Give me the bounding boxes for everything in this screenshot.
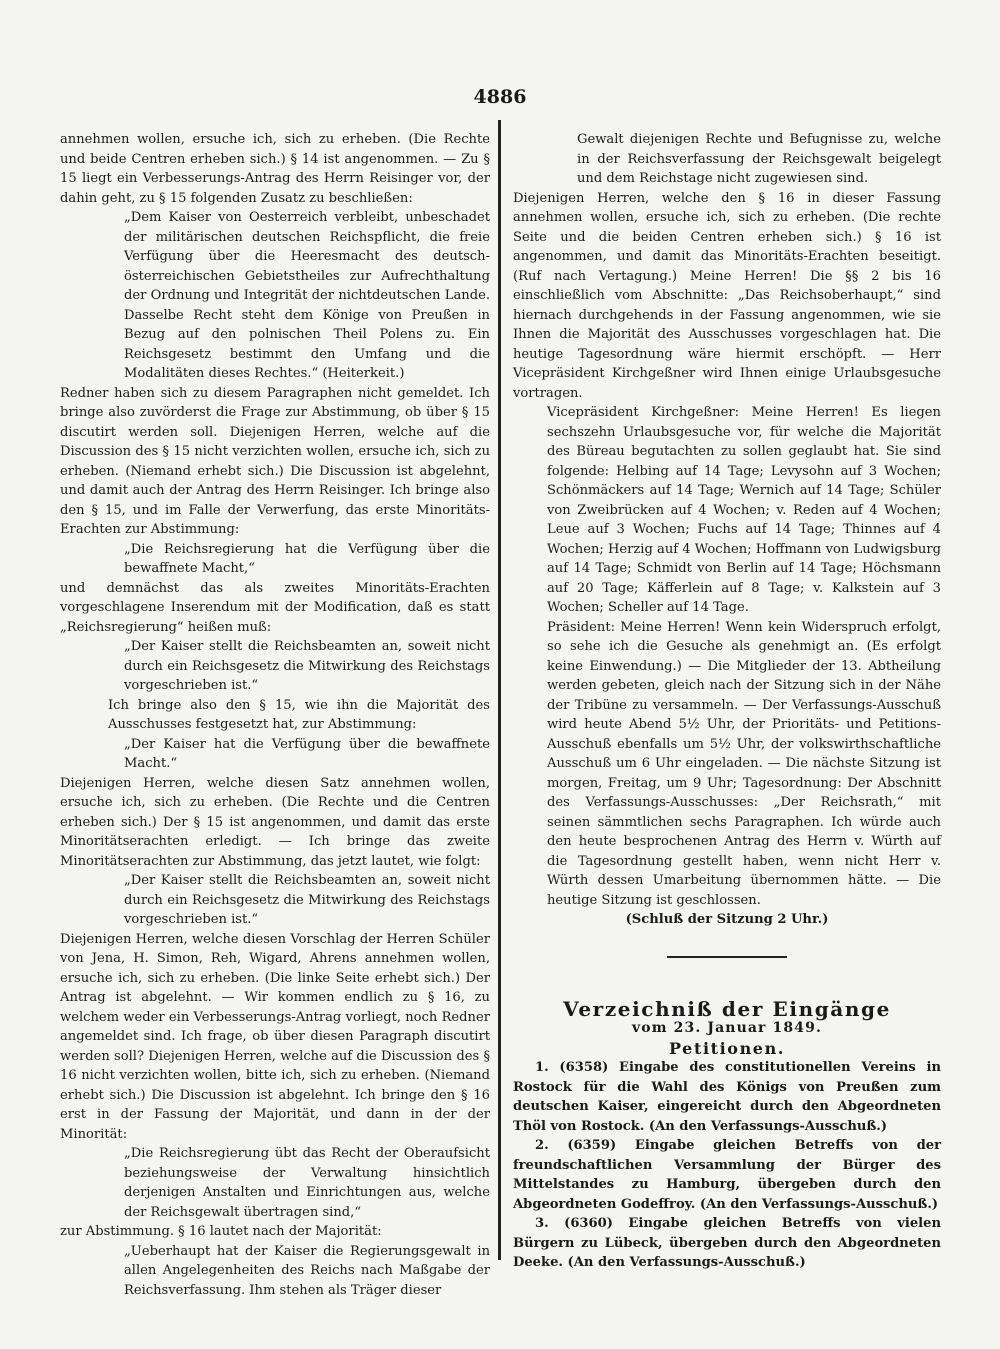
paragraph: und demnächst das als zweites Minoritäts-Erachten vorgeschlagene Inserendum mit der Modification, daß es statt „Reichsregierung“ heißen muß:	[60, 580, 490, 635]
register-title: Verzeichniß der Eingänge	[563, 996, 891, 1021]
petition-entry: 1. (6358) Eingabe des constitutionellen Vereins in Rostock für die Wahl des Königs von Preußen zum deutschen Kaiser, eingereicht durch den Abgeordneten Thöl von Rostock. (An den Verfassungs-Ausschuß.)	[513, 1060, 941, 1134]
quoted-text: „Der Kaiser stellt die Reichsbeamten an, soweit nicht durch ein Reichsgesetz die Mitwirkung des Reichstags vorgeschrieben ist.“	[124, 639, 490, 693]
quoted-text: „Der Kaiser stellt die Reichsbeamten an, soweit nicht durch ein Reichsgesetz die Mitwirkung des Reichstags vorgeschrieben ist.“	[124, 873, 490, 927]
page-number: 4886	[473, 86, 527, 108]
petitions-heading: Petitionen.	[668, 1038, 785, 1058]
paragraph: annehmen wollen, ersuche ich, sich zu erheben. (Die Rechte und beide Centren erheben sich.) § 14 ist angenommen. — Zu § 15 liegt ein Verbesserungs-Antrag des Herrn Reisinger vor, der dahin geht, zu § 15 folgenden Zusatz zu beschließen:	[60, 132, 490, 206]
paragraph: Redner haben sich zu diesem Paragraphen nicht gemeldet. Ich bringe also zuvörderst die Frage zur Abstimmung, ob über § 15 discutirt werden soll. Diejenigen Herren, welche auf die Discussion des § 15 nicht verzichten wollen, ersuche ich, sich zu erheben. (Niemand erhebt sich.) Die Discussion ist abgelehnt, und damit auch der Antrag des Herrn Reisinger. Ich bringe also den § 15, und im Falle der Verwerfung, das erste Minoritäts-Erachten zur Abstimmung:	[60, 385, 490, 537]
session-closing: (Schluß der Sitzung 2 Uhr.)	[625, 912, 829, 927]
quoted-text: Gewalt diejenigen Rechte und Befugnisse zu, welche in der Reichsverfassung der Reichsgewalt beigelegt und dem Reichstage nicht zugewiesen sind.	[577, 132, 941, 186]
quoted-amendment: „Dem Kaiser von Oesterreich verbleibt, unbeschadet der militärischen deutschen Reichspflicht, die freie Verfügung über die Heeresmacht des deutsch-österreichischen Gebietstheiles zur Aufrechthaltung der Ordnung und Integrität der nichtdeutschen Lande. Dasselbe Recht steht dem Könige von Preußen in Bezug auf den polnischen Theil Polens zu. Ein Reichsgesetz bestimmt den Umfang und die Modalitäten dieses Rechtes.“ (Heiterkeit.)	[124, 210, 490, 381]
right-column	[513, 130, 941, 1273]
quoted-text: „Die Reichsregierung hat die Verfügung über die bewaffnete Macht,“	[124, 541, 490, 576]
register-date: vom 23. Januar 1849.	[631, 1020, 822, 1036]
quoted-text: „Der Kaiser hat die Verfügung über die bewaffnete Macht.“	[124, 736, 490, 771]
section-divider	[667, 956, 787, 958]
petition-entry: 3. (6360) Eingabe gleichen Betreffs von vielen Bürgern zu Lübeck, übergeben durch den Abgeordneten Deeke. (An den Verfassungs-Ausschuß.)	[513, 1216, 941, 1270]
paragraph: Diejenigen Herren, welche diesen Vorschlag der Herren Schüler von Jena, H. Simon, Reh, Wigard, Ahrens annehmen wollen, ersuche ich, sich zu erheben. (Die linke Seite erhebt sich.) Der Antrag ist abgelehnt. — Wir kommen endlich zu § 16, zu welchem weder ein Verbesserungs-Antrag vorliegt, noch Redner angemeldet sind. Ich frage, ob über diesen Paragraph discutirt werden soll? Diejenigen Herren, welche auf die Discussion des § 16 nicht verzichten wollen, bitte ich, sich zu erheben. (Niemand erhebt sich.) Die Discussion ist abgelehnt. Ich bringe den § 16 erst in der Fassung der Majorität, und dann in der der Minorität:	[60, 931, 490, 1142]
column-divider	[498, 120, 501, 1260]
quoted-text: „Die Reichsregierung übt das Recht der Oberaufsicht beziehungsweise der Verwaltung hinsichtlich derjenigen Anstalten und Einrichtungen aus, welche der Reichsgewalt übertragen sind,“	[124, 1146, 490, 1220]
left-column	[60, 130, 490, 1300]
speaker-paragraph: Vicepräsident Kirchgeßner: Meine Herren! Es liegen sechszehn Urlaubsgesuche vor, für welche die Majorität des Büreau begutachten zu sollen geglaubt hat. Sie sind folgende: Helbing auf 14 Tage; Levysohn auf 3 Wochen; Schönmäckers auf 14 Tage; Wernich auf 14 Tage; Schüler von Zweibrücken auf 4 Wochen; v. Reden auf 4 Wochen; Leue auf 3 Wochen; Fuchs auf 14 Tage; Thinnes auf 4 Wochen; Herzig auf 4 Wochen; Hoffmann von Ludwigsburg auf 14 Tage; Schmidt von Berlin auf 14 Tage; Höchsmann auf 20 Tage; Käfferlein auf 8 Tage; v. Kalkstein auf 3 Wochen; Scheller auf 14 Tage.	[547, 405, 941, 615]
paragraph: Diejenigen Herren, welche diesen Satz annehmen wollen, ersuche ich, sich zu erheben. (Die Rechte und die Centren erheben sich.) Der § 15 ist angenommen, und damit das erste Minoritätserachten erledigt. — Ich bringe das zweite Minoritätserachten zur Abstimmung, das jetzt lautet, wie folgt:	[60, 775, 490, 869]
paragraph: Diejenigen Herren, welche den § 16 in dieser Fassung annehmen wollen, ersuche ich, sich zu erheben. (Die rechte Seite und die beiden Centren erheben sich.) § 16 ist angenommen, und damit das Minoritäts-Erachten beseitigt. (Ruf nach Vertagung.) Meine Herren! Die §§ 2 bis 16 einschließlich vom Abschnitte: „Das Reichsoberhaupt,“ sind hiernach durchgehends in der Fassung angenommen, wie sie Ihnen die Majorität des Ausschusses vorgeschlagen hat. Die heutige Tagesordnung wäre hiermit erschöpft. — Herr Vicepräsident Kirchgeßner wird Ihnen einige Urlaubsgesuche vortragen.	[513, 190, 941, 401]
paragraph: zur Abstimmung. § 16 lautet nach der Majorität:	[60, 1224, 382, 1239]
paragraph: Ich bringe also den § 15, wie ihn die Majorität des Ausschusses festgesetzt hat, zur Abstimmung:	[108, 697, 490, 732]
petition-entry: 2. (6359) Eingabe gleichen Betreffs von der freundschaftlichen Versammlung der Bürger des Mittelstandes zu Hamburg, übergeben durch den Abgeordneten Godeffroy. (An den Verfassungs-Ausschuß.)	[513, 1138, 941, 1212]
quoted-text: „Ueberhaupt hat der Kaiser die Regierungsgewalt in allen Angelegenheiten des Reichs nach Maßgabe der Reichsverfassung. Ihm stehen als Träger dieser	[124, 1243, 490, 1298]
speaker-paragraph: Präsident: Meine Herren! Wenn kein Widerspruch erfolgt, so sehe ich die Gesuche als genehmigt an. (Es erfolgt keine Einwendung.) — Die Mitglieder der 13. Abtheilung werden gebeten, gleich nach der Sitzung sich in der Nähe der Tribüne zu versammeln. — Der Verfassungs-Ausschuß wird heute Abend 5½ Uhr, der Prioritäts- und Petitions-Ausschuß ebenfalls um 5½ Uhr, der volkswirthschaftliche Ausschuß um 6 Uhr eingeladen. — Die nächste Sitzung ist morgen, Freitag, um 9 Uhr; Tagesordnung: Der Abschnitt des Verfassungs-Ausschusses: „Der Reichsrath,“ mit seinen sämmtlichen sechs Paragraphen. Ich würde auch den heute besprochenen Antrag des Herrn v. Würth auf die Tagesordnung gestellt haben, wenn nicht Herr v. Würth dessen Umarbeitung übernommen hätte. — Die heutige Sitzung ist geschlossen.	[547, 619, 941, 908]
